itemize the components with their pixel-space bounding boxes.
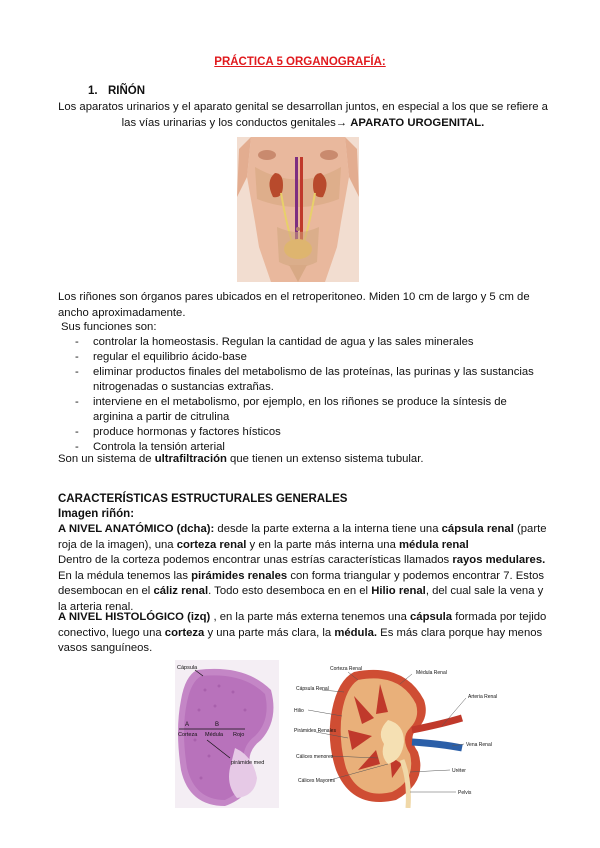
intro-bold: APARATO UROGENITAL. bbox=[350, 116, 485, 129]
anatomic-paragraph bbox=[58, 522, 548, 615]
list-item: - Controla la tensión arterial bbox=[58, 440, 548, 455]
label-corteza: Corteza bbox=[178, 732, 198, 738]
text-span: Es más clara porque hay menos vasos sanguíneos. bbox=[58, 626, 543, 654]
bold-span: corteza bbox=[164, 626, 205, 639]
list-item: - produce hormonas y factores hísticos bbox=[58, 425, 548, 440]
diagram-label: Corteza Renal bbox=[330, 666, 362, 672]
label-b: B bbox=[215, 722, 220, 728]
diagram-label: Uréter bbox=[452, 768, 466, 774]
text-span: . Todo esto desemboca en en el bbox=[208, 585, 372, 597]
bold-span: corteza renal bbox=[176, 538, 247, 551]
ultra-pre: Son un sistema de bbox=[58, 453, 155, 465]
list-item: - eliminar productos finales del metabolismo de las proteínas, las purinas y las sustancias nitrogenadas o sustancias extrañas. bbox=[58, 365, 548, 395]
label-a: A bbox=[185, 722, 190, 728]
bold-span: cáliz renal bbox=[153, 585, 209, 597]
text-span: desde la parte externa a la interna tiene una bbox=[214, 523, 442, 535]
diagram-label: Hilio bbox=[294, 708, 304, 714]
document-title: PRÁCTICA 5 ORGANOGRAFÍA: bbox=[214, 56, 386, 68]
text-span: formada por tejido conectivo, luego una bbox=[58, 611, 547, 639]
list-item: - interviene en el metabolismo, por ejemplo, en los riñones se produce la síntesis de arginina a partir de citrulina bbox=[58, 395, 548, 425]
label-rojo: Rojo bbox=[233, 732, 245, 738]
bold-span: rayos medulares. bbox=[452, 554, 546, 566]
bold-span: médula renal bbox=[399, 538, 469, 551]
subheading-kidney-image: Imagen riñón: bbox=[58, 508, 135, 520]
bold-span: pirámides renales bbox=[191, 569, 288, 582]
functions-list bbox=[58, 335, 548, 455]
bold-span: A NIVEL ANATÓMICO (dcha): bbox=[58, 523, 215, 535]
kidney-histology-micrograph bbox=[175, 660, 279, 808]
ultra-bold: ultrafiltración bbox=[154, 453, 227, 465]
text-span: y una parte más clara, la bbox=[204, 626, 335, 639]
section-heading-text: RIÑÓN bbox=[108, 85, 146, 97]
diagram-label: Vena Renal bbox=[466, 742, 492, 748]
bold-span: cápsula renal bbox=[441, 523, 514, 535]
label-medula: Médula bbox=[205, 732, 224, 738]
text-span: (parte roja de la imagen), una bbox=[58, 523, 547, 551]
diagram-label: Pirámides Renales bbox=[294, 728, 336, 734]
text-span: , en la parte más externa tenemos una bbox=[210, 611, 411, 623]
label-piramide: pirámide med bbox=[231, 760, 265, 766]
urogenital-torso-illustration bbox=[237, 137, 359, 282]
intro-text: Los aparatos urinarios y el aparato genital se desarrollan juntos, en especial a los que se refiere a las vías urinarias y los conductos genitales→ bbox=[58, 101, 548, 129]
text-span: , del cual sale la vena y la arteria renal. bbox=[58, 585, 544, 613]
functions-intro: Sus funciones son: bbox=[61, 321, 157, 333]
location-paragraph: Los riñones son órganos pares ubicados en el retroperitoneo. Miden 10 cm de largo y 5 cm de ancho aproximadamente. bbox=[58, 291, 530, 319]
kidney-anatomy-diagram bbox=[292, 660, 498, 808]
bold-span: cápsula bbox=[410, 611, 453, 623]
bold-span: A NIVEL HISTOLÓGICO (izq) bbox=[58, 611, 211, 623]
list-item: - controlar la homeostasis. Regulan la cantidad de agua y las sales minerales bbox=[58, 335, 548, 350]
diagram-label: Arteria Renal bbox=[468, 694, 498, 700]
text-span: y en la parte más interna una bbox=[246, 538, 400, 551]
diagram-label: Cápsula Renal bbox=[296, 686, 329, 692]
bold-span: Hilio renal bbox=[371, 585, 426, 597]
histologic-paragraph bbox=[58, 610, 548, 657]
text-span: con forma triangular y podemos encontrar 7. Estos desembocan en el bbox=[58, 569, 545, 597]
diagram-label: Cálices menores bbox=[296, 754, 334, 760]
diagram-label: Pelvis bbox=[458, 790, 472, 796]
text-span: Dentro de la corteza podemos encontrar unas estrías características llamados bbox=[58, 554, 453, 566]
ultrafiltration-paragraph bbox=[58, 452, 548, 468]
section-number: 1. bbox=[88, 85, 98, 97]
ultra-post: que tienen un extenso sistema tubular. bbox=[226, 453, 424, 465]
section-heading-rinon bbox=[88, 85, 145, 97]
diagram-label: Cálices Mayores bbox=[298, 778, 335, 784]
intro-paragraph bbox=[58, 100, 548, 131]
bold-span: médula. bbox=[334, 626, 378, 639]
section-heading-structural: CARACTERÍSTICAS ESTRUCTURALES GENERALES bbox=[58, 493, 348, 505]
diagram-label: Médula Renal bbox=[416, 670, 447, 676]
label-capsula: Cápsula bbox=[177, 665, 198, 671]
list-item: - regular el equilibrio ácido-base bbox=[58, 350, 548, 365]
text-span: En la médula tenemos las bbox=[58, 569, 192, 582]
